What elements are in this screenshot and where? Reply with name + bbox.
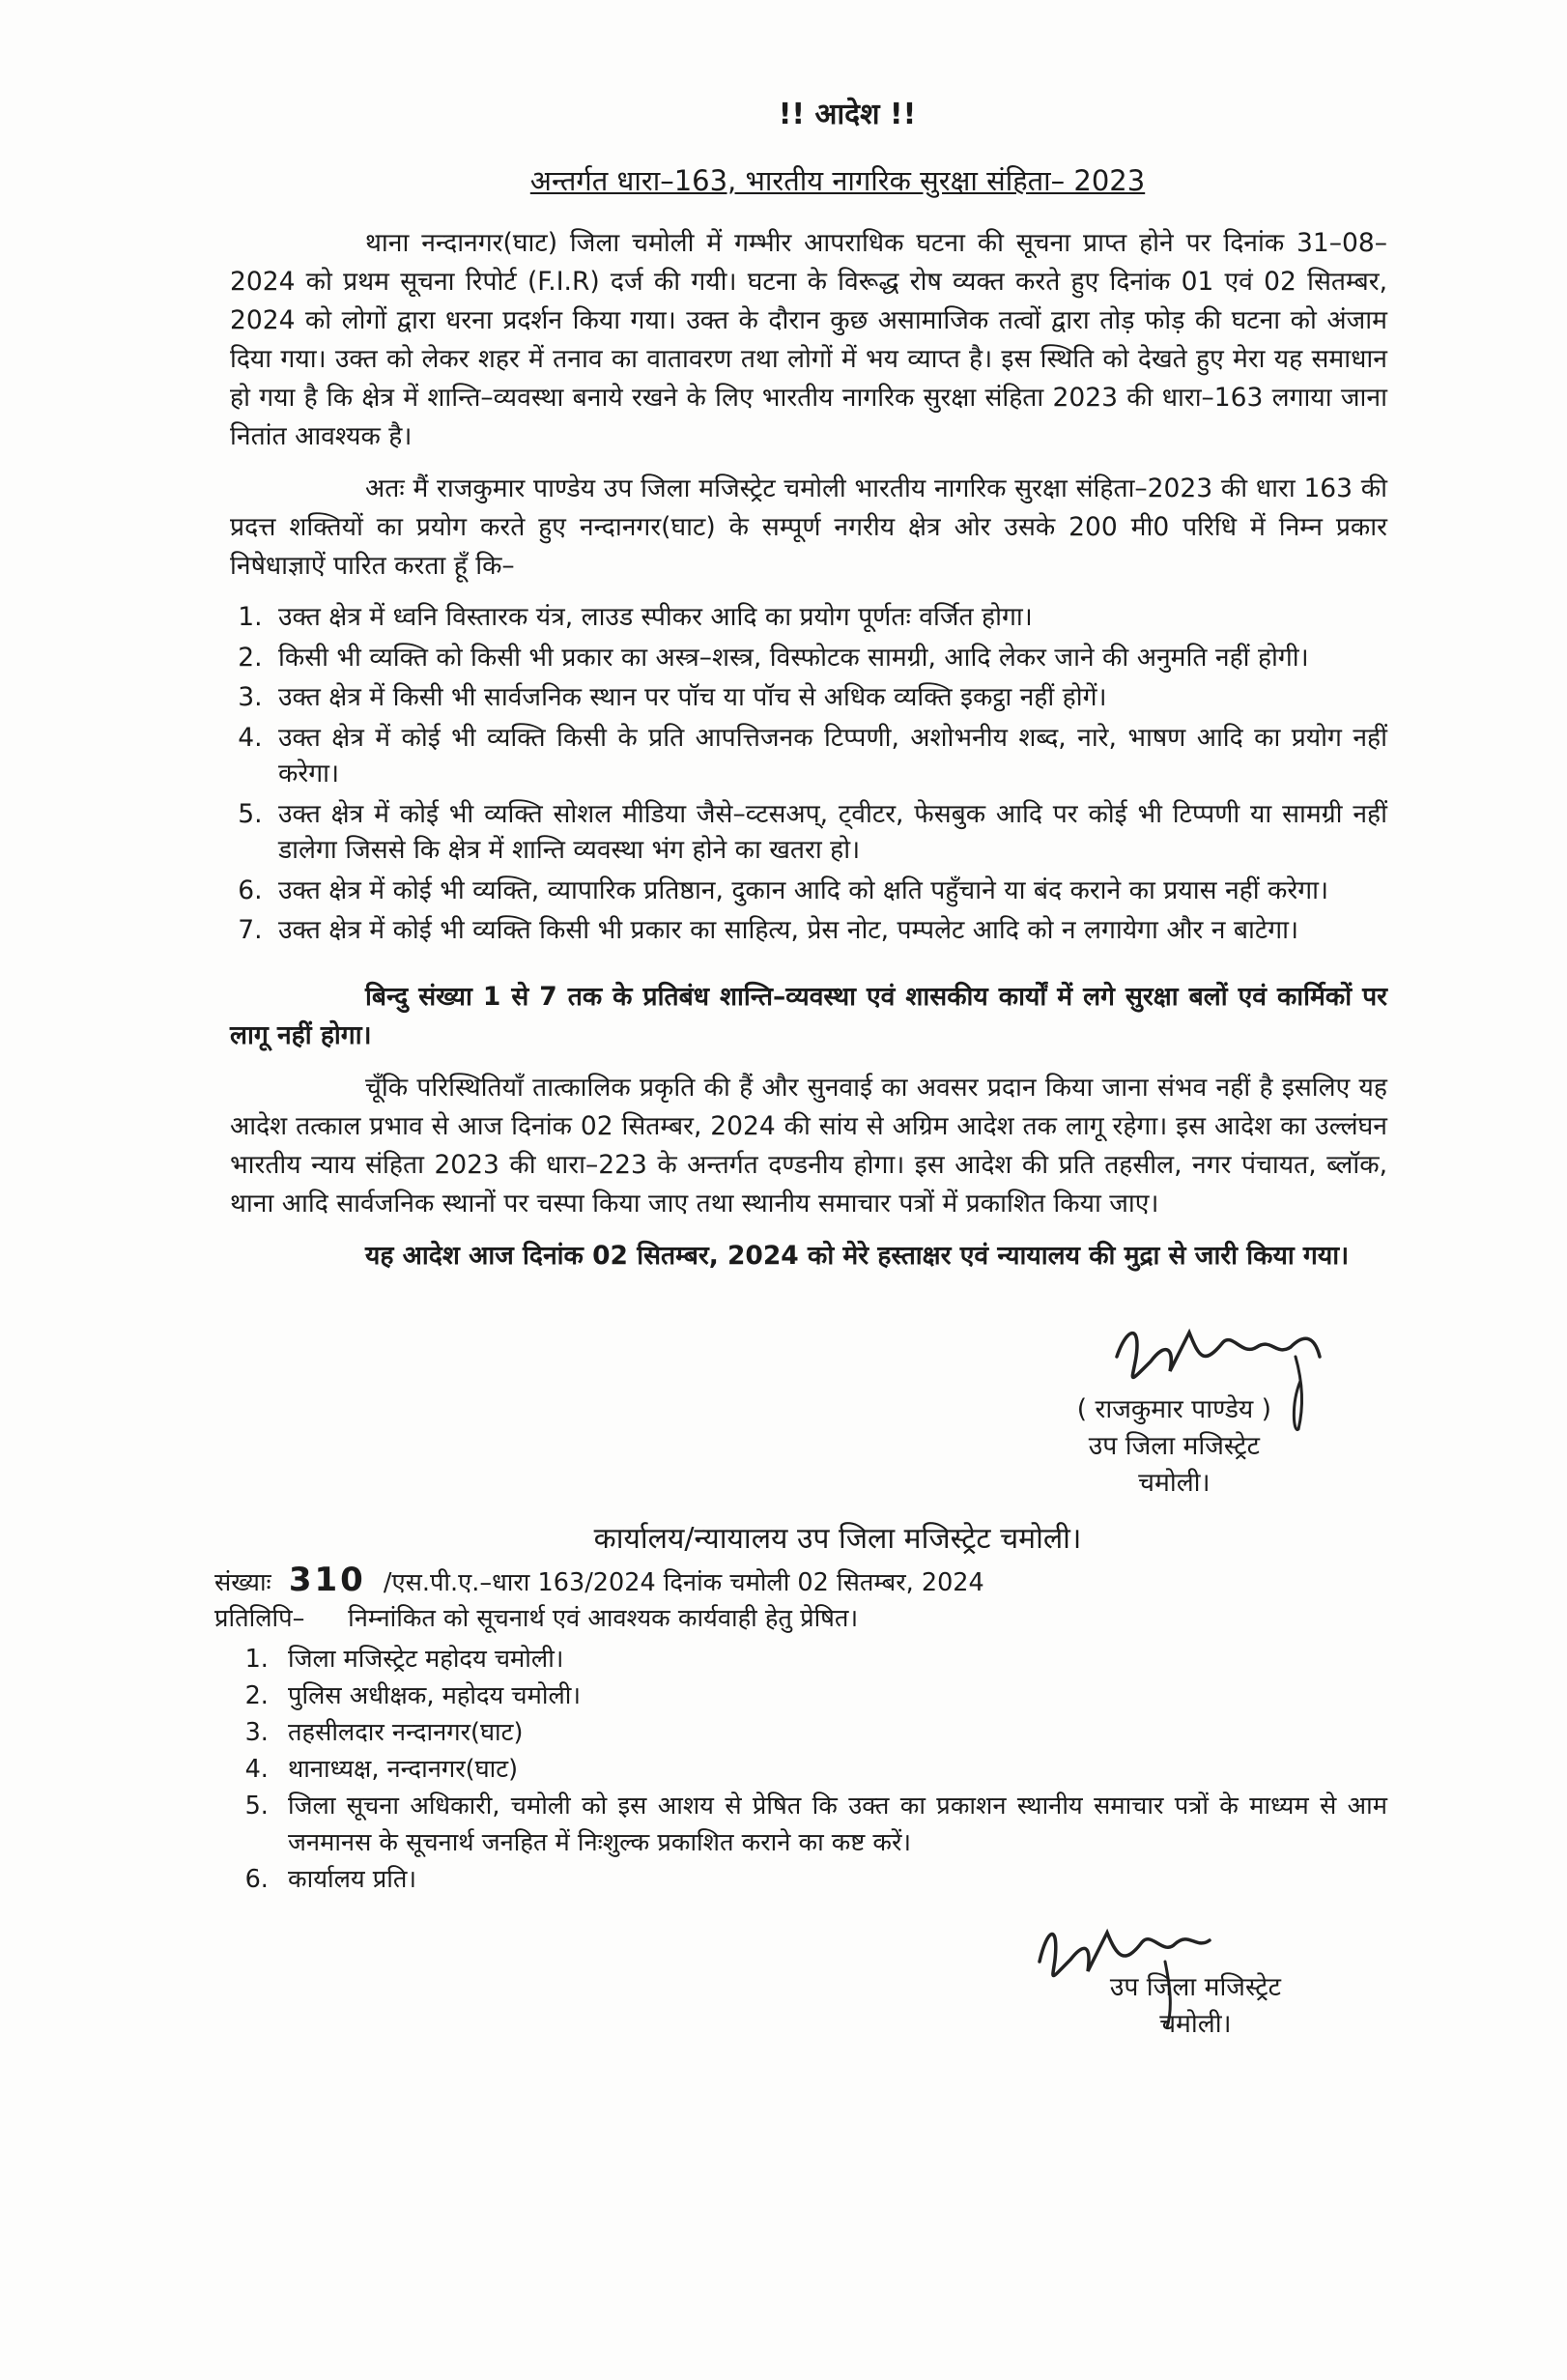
- signatory-2-designation: उप जिला मजिस्ट्रेट: [1109, 1971, 1281, 2002]
- copy-recipient: 6. कार्यालय प्रति।: [276, 1861, 1387, 1898]
- signatory-2-details: [1110, 1969, 1281, 2043]
- paragraph-issue: यह आदेश आज दिनांक 02 सितम्बर, 2024 को मेरे हस्ताक्षर एवं न्यायालय की मुद्रा से जारी किया गया।: [365, 1240, 1350, 1271]
- copy-recipient: 5. जिला सूचना अधिकारी, चमोली को इस आशय से प्रेषित कि उक्त का प्रकाशन स्थानीय समाचार पत्रों के माध्यम से आम जनमानस के सूचनार्थ जनहित में निःशुल्क प्रकाशित कराने का कष्ट करें।: [276, 1788, 1387, 1861]
- prohibition-item: 5. उक्त क्षेत्र में कोई भी व्यक्ति सोशल मीडिया जैसे–व्टसअप्, ट्वीटर, फेसबुक आदि पर कोई भी टिप्पणी या सामग्री नहीं डालेगा जिससे कि क्षेत्र में शान्ति व्यवस्था भंग होने का खतरा हो।: [271, 796, 1387, 869]
- copy-recipient-list: [230, 1641, 1387, 1898]
- prohibition-item: 4. उक्त क्षेत्र में कोई भी व्यक्ति किसी के प्रति आपत्तिजनक टिप्पणी, अशोभनीय शब्द, नारे, भाषण आदि का प्रयोग नहीं करेगा।: [271, 720, 1387, 792]
- copy-recipient: 2. पुलिस अधीक्षक, महोदय चमोली।: [276, 1677, 1387, 1714]
- prohibition-list: [230, 599, 1387, 949]
- copy-text: निम्नांकित को सूचनार्थ एवं आवश्यक कार्यवाही हेतु प्रेषित।: [348, 1603, 859, 1633]
- signatory-district: चमोली।: [1138, 1467, 1211, 1498]
- reference-label: संख्याः: [214, 1567, 271, 1597]
- copy-line: [214, 1600, 1387, 1637]
- reference-line: [214, 1560, 1387, 1600]
- copy-recipient: 4. थानाध्यक्ष, नन्दानगर(घाट): [276, 1751, 1387, 1788]
- office-heading: कार्यालय/न्यायालय उप जिला मजिस्ट्रेट चमोली।: [593, 1521, 1082, 1556]
- paragraph-validity: चूँकि परिस्थितियाँ तात्कालिक प्रकृति की हैं और सुनवाई का अवसर प्रदान किया जाना संभव नहीं है इसलिए यह आदेश तत्काल प्रभाव से आज दिनांक 02 सितम्बर, 2024 की सांय से अग्रिम आदेश तक लागू रहेगा। इस आदेश का उल्लंघन भारतीय न्याय संहिता 2023 की धारा–223 के अन्तर्गत दण्डनीय होगा। इस आदेश की प्रति तहसील, नगर पंचायत, ब्लॉक, थाना आदि सार्वजनिक स्थानों पर चस्पा किया जाए तथा स्थानीय समाचार पत्रों में प्रकाशित किया जाए।: [230, 1072, 1387, 1219]
- prohibition-item: 2. किसी भी व्यक्ति को किसी भी प्रकार का अस्त्र–शस्त्र, विस्फोटक सामग्री, आदि लेकर जाने की अनुमति नहीं होगी।: [271, 640, 1387, 676]
- signatory-2-district: चमोली।: [1159, 2008, 1232, 2039]
- reference-details: /एस.पी.ए.–धारा 163/2024 दिनांक चमोली 02 सितम्बर, 2024: [383, 1567, 984, 1597]
- copy-label: प्रतिलिपि–: [214, 1603, 305, 1633]
- prohibition-item: 3. उक्त क्षेत्र में किसी भी सार्वजनिक स्थान पर पॉच या पॉच से अधिक व्यक्ति इकट्ठा नहीं होगें।: [271, 679, 1387, 716]
- reference-number: 310: [288, 1560, 366, 1599]
- copy-recipient: 1. जिला मजिस्ट्रेट महोदय चमोली।: [276, 1641, 1387, 1677]
- paragraph-authority: अतः मैं राजकुमार पाण्डेय उप जिला मजिस्ट्रेट चमोली भारतीय नागरिक सुरक्षा संहिता–2023 की धारा 163 की प्रदत्त शक्तियों का प्रयोग करते हुए नन्दानगर(घाट) के सम्पूर्ण नगरीय क्षेत्र ओर उसके 200 मी0 परिधि में निम्न प्रकार निषेधाज्ञाऐं पारित करता हूँ कि–: [230, 473, 1387, 581]
- prohibition-item: 6. उक्त क्षेत्र में कोई भी व्यक्ति, व्यापारिक प्रतिष्ठान, दुकान आदि को क्षति पहुँचाने या बंद कराने का प्रयास नहीं करेगा।: [271, 873, 1387, 909]
- prohibition-item: 7. उक्त क्षेत्र में कोई भी व्यक्ति किसी भी प्रकार का साहित्य, प्रेस नोट, पम्पलेट आदि को न लगायेगा और न बाटेगा।: [271, 912, 1387, 949]
- signature-block: [230, 1289, 1387, 1502]
- order-heading: !! आदेश !!: [778, 98, 917, 131]
- prohibition-item: 1. उक्त क्षेत्र में ध्वनि विस्तारक यंत्र, लाउड स्पीकर आदि का प्रयोग पूर्णतः वर्जित होगा।: [271, 599, 1387, 636]
- signatory-details: [1077, 1391, 1271, 1502]
- copy-recipient: 3. तहसीलदार नन्दानगर(घाट): [276, 1714, 1387, 1751]
- order-subheading: अन्तर्गत धारा–163, भारतीय नागरिक सुरक्षा संहिता– 2023: [529, 164, 1146, 197]
- signatory-name: ( राजकुमार पाण्डेय ): [1076, 1393, 1271, 1424]
- paragraph-exemption: बिन्दु संख्या 1 से 7 तक के प्रतिबंध शान्ति–व्यवस्था एवं शासकीय कार्यों में लगे सुरक्षा बलों एवं कार्मिकों पर लागू नहीं होगा।: [230, 981, 1387, 1050]
- signatory-designation: उप जिला मजिस्ट्रेट: [1088, 1430, 1260, 1461]
- signature-block-2: [230, 1898, 1387, 2130]
- paragraph-background: थाना नन्दानगर(घाट) जिला चमोली में गम्भीर आपराधिक घटना की सूचना प्राप्त होने पर दिनांक 31–08–2024 को प्रथम सूचना रिपोर्ट (F.I.R) दर्ज की गयी। घटना के विरूद्ध रोष व्यक्त करते हुए दिनांक 01 एवं 02 सितम्बर, 2024 को लोगों द्वारा धरना प्रदर्शन किया गया। उक्त के दौरान कुछ असामाजिक तत्वों द्वारा तोड़ फोड़ की घटना को अंजाम दिया गया। उक्त को लेकर शहर में तनाव का वातावरण तथा लोगों में भय व्याप्त है। इस स्थिति को देखते हुए मेरा यह समाधान हो गया है कि क्षेत्र में शान्ति–व्यवस्था बनाये रखने के लिए भारतीय नागरिक सुरक्षा संहिता 2023 की धारा–163 लगाया जाना नितांत आवश्यक है।: [230, 228, 1387, 451]
